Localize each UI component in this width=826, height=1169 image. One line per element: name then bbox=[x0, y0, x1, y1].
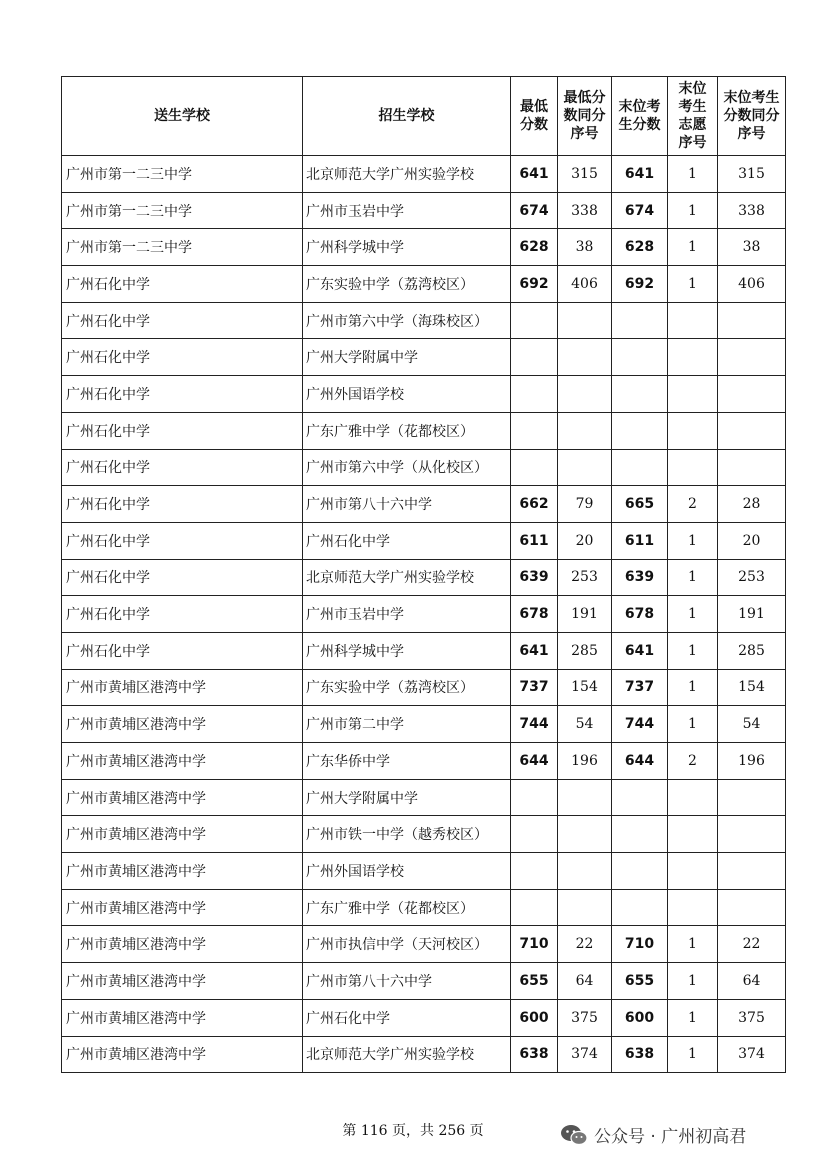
recv-school-cell: 广东华侨中学 bbox=[303, 743, 511, 780]
last-vol-seq-cell bbox=[668, 779, 718, 816]
send-school-cell: 广州市黄埔区港湾中学 bbox=[62, 816, 303, 853]
recv-school-cell: 广州市铁一中学（越秀校区） bbox=[303, 816, 511, 853]
table-row bbox=[62, 779, 786, 816]
last-score-cell: 628 bbox=[612, 229, 668, 266]
min-tie-seq-cell bbox=[558, 853, 612, 890]
last-score-cell: 744 bbox=[612, 706, 668, 743]
min-tie-seq-cell bbox=[558, 779, 612, 816]
send-school-cell: 广州石化中学 bbox=[62, 596, 303, 633]
recv-school-cell: 广州外国语学校 bbox=[303, 853, 511, 890]
recv-school-cell: 广州市玉岩中学 bbox=[303, 192, 511, 229]
send-school-cell: 广州石化中学 bbox=[62, 522, 303, 559]
min-tie-seq-cell: 54 bbox=[558, 706, 612, 743]
last-tie-seq-cell bbox=[718, 412, 786, 449]
table-row bbox=[62, 596, 786, 633]
header-send-school: 送生学校 bbox=[62, 77, 303, 156]
wechat-icon bbox=[560, 1124, 588, 1146]
header-last-score: 末位考 生分数 bbox=[612, 77, 668, 156]
send-school-cell: 广州市黄埔区港湾中学 bbox=[62, 889, 303, 926]
recv-school-cell: 广州市第六中学（从化校区） bbox=[303, 449, 511, 486]
min-score-cell: 644 bbox=[511, 743, 558, 780]
send-school-cell: 广州市黄埔区港湾中学 bbox=[62, 853, 303, 890]
admission-table bbox=[61, 76, 786, 1073]
last-vol-seq-cell bbox=[668, 816, 718, 853]
recv-school-cell: 广州市第八十六中学 bbox=[303, 963, 511, 1000]
recv-school-cell: 广东实验中学（荔湾校区） bbox=[303, 669, 511, 706]
min-score-cell bbox=[511, 339, 558, 376]
last-score-cell bbox=[612, 339, 668, 376]
recv-school-cell: 北京师范大学广州实验学校 bbox=[303, 1036, 511, 1073]
recv-school-cell: 广州石化中学 bbox=[303, 999, 511, 1036]
recv-school-cell: 广州市第六中学（海珠校区） bbox=[303, 302, 511, 339]
send-school-cell: 广州石化中学 bbox=[62, 632, 303, 669]
min-tie-seq-cell: 253 bbox=[558, 559, 612, 596]
recv-school-cell: 广州大学附属中学 bbox=[303, 339, 511, 376]
last-vol-seq-cell bbox=[668, 302, 718, 339]
last-score-cell: 678 bbox=[612, 596, 668, 633]
last-tie-seq-cell: 338 bbox=[718, 192, 786, 229]
send-school-cell: 广州市第一二三中学 bbox=[62, 229, 303, 266]
last-score-cell bbox=[612, 302, 668, 339]
min-score-cell bbox=[511, 302, 558, 339]
min-tie-seq-cell bbox=[558, 376, 612, 413]
last-score-cell bbox=[612, 412, 668, 449]
last-score-cell: 611 bbox=[612, 522, 668, 559]
last-tie-seq-cell bbox=[718, 889, 786, 926]
min-tie-seq-cell: 154 bbox=[558, 669, 612, 706]
send-school-cell: 广州石化中学 bbox=[62, 449, 303, 486]
last-vol-seq-cell: 1 bbox=[668, 926, 718, 963]
last-vol-seq-cell bbox=[668, 853, 718, 890]
page-number: 第 116 页，共 256 页 bbox=[342, 1123, 484, 1139]
send-school-cell: 广州市黄埔区港湾中学 bbox=[62, 999, 303, 1036]
table-row bbox=[62, 266, 786, 303]
table-row bbox=[62, 559, 786, 596]
recv-school-cell: 广东广雅中学（花都校区） bbox=[303, 412, 511, 449]
last-tie-seq-cell: 196 bbox=[718, 743, 786, 780]
recv-school-cell: 广州市第八十六中学 bbox=[303, 486, 511, 523]
min-score-cell bbox=[511, 376, 558, 413]
recv-school-cell: 广州大学附属中学 bbox=[303, 779, 511, 816]
send-school-cell: 广州市黄埔区港湾中学 bbox=[62, 743, 303, 780]
min-tie-seq-cell: 285 bbox=[558, 632, 612, 669]
min-score-cell bbox=[511, 816, 558, 853]
last-score-cell bbox=[612, 376, 668, 413]
watermark bbox=[560, 1122, 746, 1147]
last-score-cell: 638 bbox=[612, 1036, 668, 1073]
recv-school-cell: 广东实验中学（荔湾校区） bbox=[303, 266, 511, 303]
last-score-cell bbox=[612, 853, 668, 890]
min-score-cell: 737 bbox=[511, 669, 558, 706]
last-score-cell: 641 bbox=[612, 632, 668, 669]
min-score-cell: 639 bbox=[511, 559, 558, 596]
table-row bbox=[62, 412, 786, 449]
last-tie-seq-cell: 38 bbox=[718, 229, 786, 266]
min-tie-seq-cell: 338 bbox=[558, 192, 612, 229]
last-tie-seq-cell bbox=[718, 449, 786, 486]
watermark-text: 公众号 · 广州初高君 bbox=[594, 1127, 747, 1147]
recv-school-cell: 广州外国语学校 bbox=[303, 376, 511, 413]
min-tie-seq-cell bbox=[558, 449, 612, 486]
send-school-cell: 广州市黄埔区港湾中学 bbox=[62, 779, 303, 816]
last-score-cell bbox=[612, 816, 668, 853]
min-score-cell bbox=[511, 853, 558, 890]
last-tie-seq-cell: 375 bbox=[718, 999, 786, 1036]
min-tie-seq-cell: 79 bbox=[558, 486, 612, 523]
header-last-vol-seq: 末位 考生 志愿 序号 bbox=[668, 77, 718, 156]
table-header bbox=[62, 77, 786, 156]
table-row bbox=[62, 963, 786, 1000]
last-score-cell: 692 bbox=[612, 266, 668, 303]
last-tie-seq-cell: 20 bbox=[718, 522, 786, 559]
table-row bbox=[62, 743, 786, 780]
last-vol-seq-cell: 1 bbox=[668, 229, 718, 266]
min-tie-seq-cell: 64 bbox=[558, 963, 612, 1000]
table-row bbox=[62, 339, 786, 376]
table-row bbox=[62, 486, 786, 523]
send-school-cell: 广州石化中学 bbox=[62, 559, 303, 596]
min-score-cell bbox=[511, 449, 558, 486]
min-score-cell: 655 bbox=[511, 963, 558, 1000]
send-school-cell: 广州石化中学 bbox=[62, 412, 303, 449]
last-vol-seq-cell: 1 bbox=[668, 999, 718, 1036]
min-score-cell: 638 bbox=[511, 1036, 558, 1073]
last-score-cell: 710 bbox=[612, 926, 668, 963]
last-score-cell: 655 bbox=[612, 963, 668, 1000]
last-vol-seq-cell: 1 bbox=[668, 192, 718, 229]
last-vol-seq-cell: 2 bbox=[668, 486, 718, 523]
min-score-cell: 678 bbox=[511, 596, 558, 633]
send-school-cell: 广州石化中学 bbox=[62, 339, 303, 376]
last-tie-seq-cell: 253 bbox=[718, 559, 786, 596]
min-score-cell: 628 bbox=[511, 229, 558, 266]
min-score-cell bbox=[511, 889, 558, 926]
send-school-cell: 广州市黄埔区港湾中学 bbox=[62, 1036, 303, 1073]
last-score-cell: 737 bbox=[612, 669, 668, 706]
table-row bbox=[62, 302, 786, 339]
last-score-cell: 639 bbox=[612, 559, 668, 596]
last-tie-seq-cell bbox=[718, 339, 786, 376]
header-min-tie-seq: 最低分 数同分 序号 bbox=[558, 77, 612, 156]
min-score-cell: 662 bbox=[511, 486, 558, 523]
min-score-cell: 674 bbox=[511, 192, 558, 229]
min-score-cell bbox=[511, 412, 558, 449]
last-vol-seq-cell bbox=[668, 339, 718, 376]
send-school-cell: 广州石化中学 bbox=[62, 486, 303, 523]
last-vol-seq-cell bbox=[668, 889, 718, 926]
last-tie-seq-cell: 154 bbox=[718, 669, 786, 706]
last-tie-seq-cell: 28 bbox=[718, 486, 786, 523]
last-tie-seq-cell: 315 bbox=[718, 156, 786, 193]
header-recv-school: 招生学校 bbox=[303, 77, 511, 156]
table-row bbox=[62, 156, 786, 193]
send-school-cell: 广州石化中学 bbox=[62, 376, 303, 413]
min-tie-seq-cell: 196 bbox=[558, 743, 612, 780]
last-score-cell: 600 bbox=[612, 999, 668, 1036]
table-row bbox=[62, 669, 786, 706]
last-vol-seq-cell: 1 bbox=[668, 669, 718, 706]
last-tie-seq-cell bbox=[718, 816, 786, 853]
last-score-cell bbox=[612, 889, 668, 926]
header-min-score: 最低 分数 bbox=[511, 77, 558, 156]
min-tie-seq-cell: 38 bbox=[558, 229, 612, 266]
send-school-cell: 广州市第一二三中学 bbox=[62, 192, 303, 229]
last-score-cell: 674 bbox=[612, 192, 668, 229]
min-tie-seq-cell bbox=[558, 302, 612, 339]
min-score-cell: 611 bbox=[511, 522, 558, 559]
min-score-cell: 641 bbox=[511, 156, 558, 193]
header-last-tie-seq: 末位考生 分数同分 序号 bbox=[718, 77, 786, 156]
table-row bbox=[62, 522, 786, 559]
table-row bbox=[62, 229, 786, 266]
min-tie-seq-cell bbox=[558, 889, 612, 926]
last-vol-seq-cell: 1 bbox=[668, 156, 718, 193]
send-school-cell: 广州市第一二三中学 bbox=[62, 156, 303, 193]
min-tie-seq-cell bbox=[558, 412, 612, 449]
min-tie-seq-cell: 20 bbox=[558, 522, 612, 559]
recv-school-cell: 北京师范大学广州实验学校 bbox=[303, 156, 511, 193]
table-row bbox=[62, 192, 786, 229]
last-tie-seq-cell: 406 bbox=[718, 266, 786, 303]
last-tie-seq-cell: 191 bbox=[718, 596, 786, 633]
last-score-cell: 665 bbox=[612, 486, 668, 523]
last-tie-seq-cell bbox=[718, 302, 786, 339]
send-school-cell: 广州石化中学 bbox=[62, 302, 303, 339]
recv-school-cell: 北京师范大学广州实验学校 bbox=[303, 559, 511, 596]
last-tie-seq-cell: 54 bbox=[718, 706, 786, 743]
last-vol-seq-cell: 2 bbox=[668, 743, 718, 780]
last-tie-seq-cell bbox=[718, 376, 786, 413]
table-row bbox=[62, 926, 786, 963]
send-school-cell: 广州石化中学 bbox=[62, 266, 303, 303]
last-tie-seq-cell bbox=[718, 853, 786, 890]
table-row bbox=[62, 816, 786, 853]
recv-school-cell: 广州科学城中学 bbox=[303, 229, 511, 266]
last-tie-seq-cell: 285 bbox=[718, 632, 786, 669]
last-score-cell bbox=[612, 449, 668, 486]
last-tie-seq-cell bbox=[718, 779, 786, 816]
last-score-cell: 644 bbox=[612, 743, 668, 780]
table-row bbox=[62, 706, 786, 743]
min-tie-seq-cell bbox=[558, 816, 612, 853]
table-row bbox=[62, 999, 786, 1036]
last-vol-seq-cell bbox=[668, 376, 718, 413]
send-school-cell: 广州市黄埔区港湾中学 bbox=[62, 706, 303, 743]
last-vol-seq-cell: 1 bbox=[668, 522, 718, 559]
last-vol-seq-cell bbox=[668, 449, 718, 486]
send-school-cell: 广州市黄埔区港湾中学 bbox=[62, 669, 303, 706]
recv-school-cell: 广东广雅中学（花都校区） bbox=[303, 889, 511, 926]
table-body bbox=[62, 156, 786, 1073]
send-school-cell: 广州市黄埔区港湾中学 bbox=[62, 926, 303, 963]
last-vol-seq-cell: 1 bbox=[668, 559, 718, 596]
min-score-cell: 600 bbox=[511, 999, 558, 1036]
recv-school-cell: 广州市第二中学 bbox=[303, 706, 511, 743]
last-tie-seq-cell: 64 bbox=[718, 963, 786, 1000]
last-score-cell bbox=[612, 779, 668, 816]
min-tie-seq-cell: 374 bbox=[558, 1036, 612, 1073]
table-row bbox=[62, 449, 786, 486]
table-row bbox=[62, 889, 786, 926]
min-score-cell: 692 bbox=[511, 266, 558, 303]
recv-school-cell: 广州石化中学 bbox=[303, 522, 511, 559]
min-tie-seq-cell: 22 bbox=[558, 926, 612, 963]
min-tie-seq-cell: 375 bbox=[558, 999, 612, 1036]
last-score-cell: 641 bbox=[612, 156, 668, 193]
last-vol-seq-cell: 1 bbox=[668, 706, 718, 743]
min-score-cell: 710 bbox=[511, 926, 558, 963]
last-tie-seq-cell: 22 bbox=[718, 926, 786, 963]
send-school-cell: 广州市黄埔区港湾中学 bbox=[62, 963, 303, 1000]
last-vol-seq-cell bbox=[668, 412, 718, 449]
min-tie-seq-cell: 406 bbox=[558, 266, 612, 303]
recv-school-cell: 广州科学城中学 bbox=[303, 632, 511, 669]
table-row bbox=[62, 376, 786, 413]
min-score-cell: 641 bbox=[511, 632, 558, 669]
min-score-cell: 744 bbox=[511, 706, 558, 743]
last-vol-seq-cell: 1 bbox=[668, 596, 718, 633]
last-vol-seq-cell: 1 bbox=[668, 632, 718, 669]
recv-school-cell: 广州市玉岩中学 bbox=[303, 596, 511, 633]
last-vol-seq-cell: 1 bbox=[668, 963, 718, 1000]
last-vol-seq-cell: 1 bbox=[668, 266, 718, 303]
min-tie-seq-cell: 191 bbox=[558, 596, 612, 633]
recv-school-cell: 广州市执信中学（天河校区） bbox=[303, 926, 511, 963]
last-tie-seq-cell: 374 bbox=[718, 1036, 786, 1073]
table-row bbox=[62, 632, 786, 669]
table-row bbox=[62, 853, 786, 890]
min-score-cell bbox=[511, 779, 558, 816]
min-tie-seq-cell: 315 bbox=[558, 156, 612, 193]
last-vol-seq-cell: 1 bbox=[668, 1036, 718, 1073]
min-tie-seq-cell bbox=[558, 339, 612, 376]
table-row bbox=[62, 1036, 786, 1073]
